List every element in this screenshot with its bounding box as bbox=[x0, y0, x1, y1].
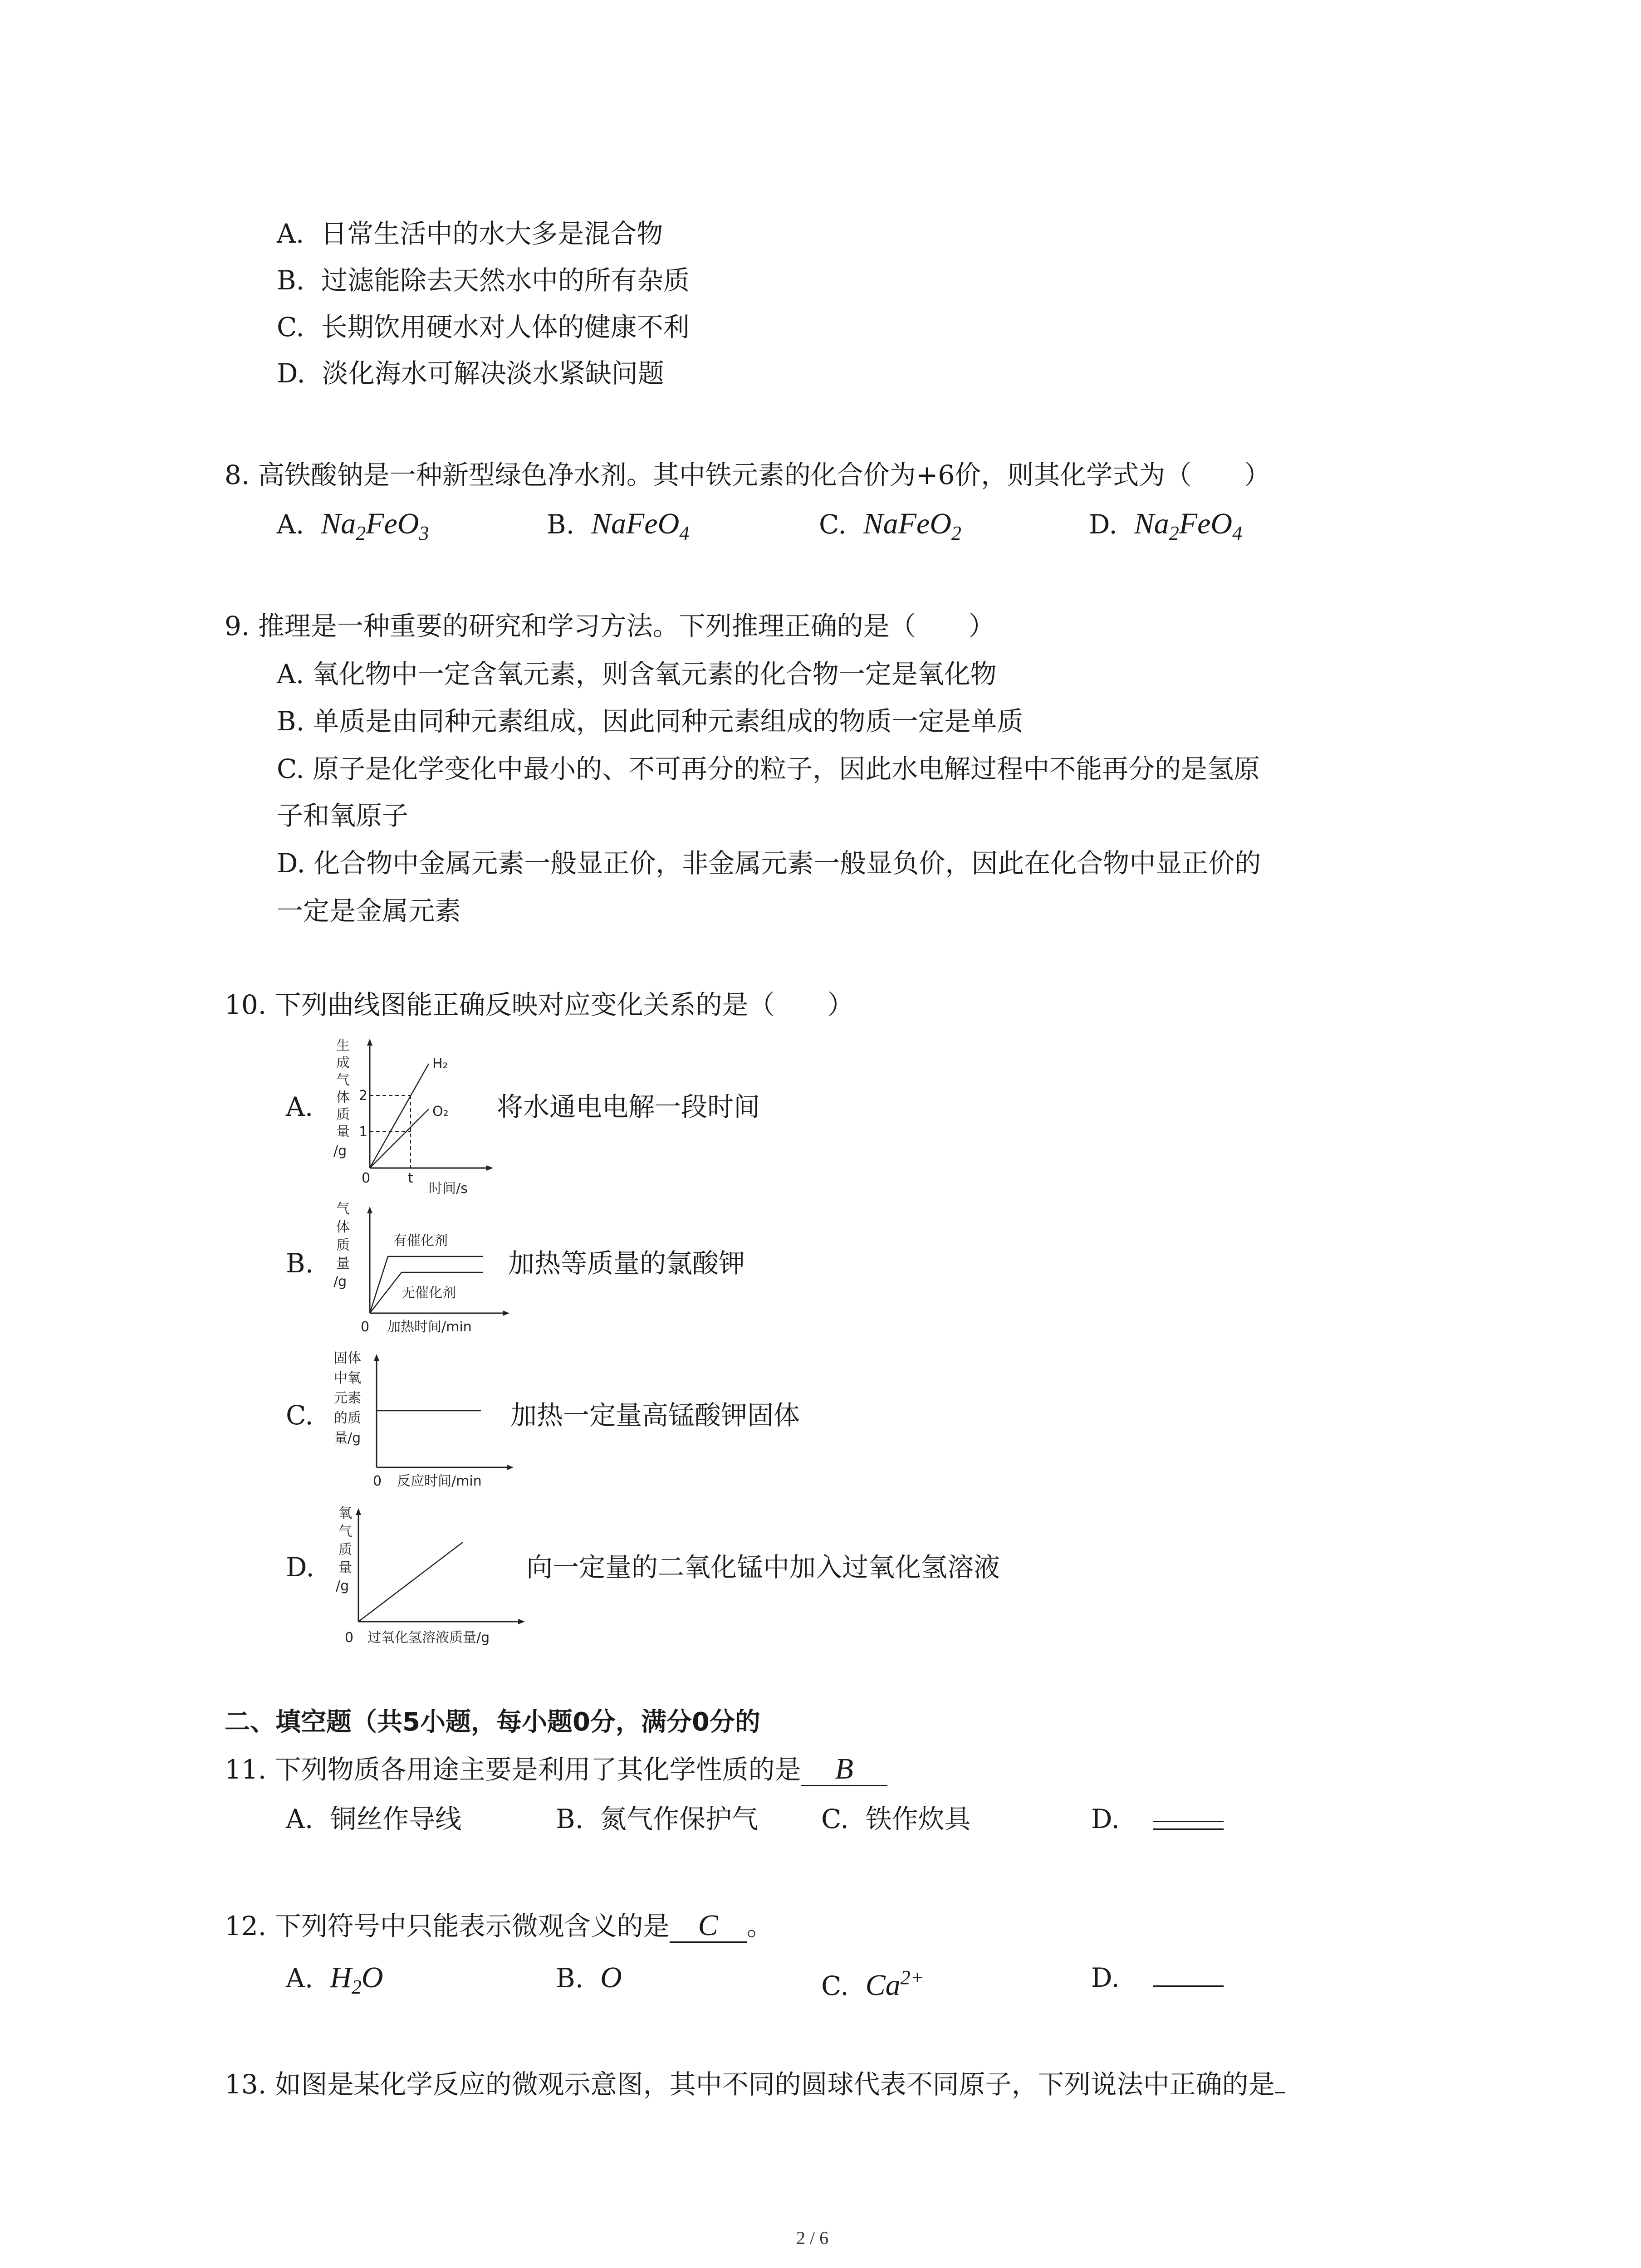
option-letter: B. bbox=[547, 509, 575, 540]
q12-option-a bbox=[286, 1962, 383, 2003]
option-text: 铜丝作导线 bbox=[330, 1804, 462, 1834]
option-text: 过滤能除去天然水中的所有杂质 bbox=[321, 265, 690, 296]
q10-option-d-letter: D. bbox=[286, 1552, 314, 1583]
x-axis-label: 加热时间/min bbox=[387, 1319, 472, 1335]
svg-text:气: 气 bbox=[338, 1524, 352, 1540]
tick-label: 2 bbox=[359, 1088, 368, 1104]
q9-line: A. 氧化物中一定含氧元素，则含氧元素的化合物一定是氧化物 bbox=[277, 659, 997, 689]
svg-text:的质: 的质 bbox=[334, 1410, 361, 1426]
svg-text:/g: /g bbox=[333, 1274, 347, 1290]
q10-stem: 10. 下列曲线图能正确反映对应变化关系的是（ ） bbox=[225, 989, 854, 1020]
q10-chart-c bbox=[331, 1347, 522, 1497]
option-text: 铁作炊具 bbox=[865, 1804, 971, 1834]
x-axis-label: 反应时间/min bbox=[397, 1473, 482, 1489]
option-letter: C. bbox=[821, 1804, 849, 1834]
svg-text:/g: /g bbox=[336, 1578, 349, 1594]
q10-option-a-letter: A. bbox=[286, 1091, 314, 1122]
q10-option-b-desc: 加热等质量的氯酸钾 bbox=[508, 1248, 745, 1279]
origin-label: 0 bbox=[362, 1170, 371, 1186]
option-letter: A. bbox=[277, 509, 304, 540]
svg-text:成: 成 bbox=[336, 1055, 350, 1071]
svg-text:生: 生 bbox=[336, 1038, 350, 1054]
y-axis-label bbox=[336, 1505, 352, 1594]
q10-chart-d bbox=[331, 1501, 544, 1651]
svg-text:质: 质 bbox=[338, 1542, 352, 1558]
q10-option-d-desc: 向一定量的二氧化锰中加入过氧化氢溶液 bbox=[526, 1552, 1000, 1583]
option-text: 氮气作保护气 bbox=[600, 1804, 758, 1834]
q8-option-b bbox=[547, 508, 689, 549]
formula: $Ca^{2+}$ bbox=[865, 1966, 924, 2002]
option-letter: A. bbox=[286, 1804, 314, 1834]
option-letter: B. bbox=[556, 1963, 584, 1994]
q12-stem-text: 12. 下列符号中只能表示微观含义的是 bbox=[225, 1911, 670, 1941]
tick-label: t bbox=[408, 1170, 413, 1186]
q11-stem-text: 11. 下列物质各用途主要是利用了其化学性质的是 bbox=[225, 1754, 801, 1785]
option-text: 长期饮用硬水对人体的健康不利 bbox=[321, 312, 690, 342]
q10-chart-a bbox=[333, 1036, 497, 1200]
series-label: 无催化剂 bbox=[402, 1285, 456, 1301]
svg-text:量: 量 bbox=[336, 1256, 350, 1271]
option-letter: B. bbox=[277, 265, 305, 296]
q9-line: 一定是金属元素 bbox=[277, 895, 461, 926]
x-axis-label: 时间/s bbox=[429, 1181, 468, 1197]
q11-option-d-blank bbox=[1153, 1821, 1224, 1830]
svg-text:体: 体 bbox=[336, 1090, 350, 1105]
svg-text:中氧: 中氧 bbox=[334, 1370, 361, 1386]
option-letter: C. bbox=[819, 509, 847, 540]
q10-option-a-desc: 将水通电电解一段时间 bbox=[497, 1091, 760, 1122]
q13-stem-text: 13. 如图是某化学反应的微观示意图，其中不同的圆球代表不同原子，下列说法中正确的是 bbox=[225, 2069, 1275, 2100]
section-heading: 二、填空题（共5小题，每小题0分，满分0分的 bbox=[225, 1707, 760, 1737]
q12-option-d-blank bbox=[1153, 1985, 1224, 1987]
option-letter: A. bbox=[286, 1963, 314, 1994]
q7-option-c bbox=[277, 311, 690, 343]
formula: $H_2O$ bbox=[330, 1961, 383, 1998]
q12-option-b bbox=[556, 1962, 622, 1994]
q9-line: D. 化合物中金属元素一般显正价，非金属元素一般显负价，因此在化合物中显正价的 bbox=[277, 848, 1261, 879]
svg-text:量: 量 bbox=[336, 1124, 350, 1140]
q13-stem bbox=[225, 2068, 1285, 2100]
q12-option-d bbox=[1091, 1962, 1224, 1994]
svg-text:量/g: 量/g bbox=[334, 1430, 361, 1446]
q8-option-c bbox=[819, 508, 961, 549]
series-label: H₂ bbox=[432, 1056, 448, 1072]
formula: NaFeO$_2$ bbox=[863, 507, 961, 544]
q7-option-d bbox=[277, 357, 664, 389]
q12-answer-blank: C bbox=[670, 1910, 747, 1943]
q12-option-c bbox=[821, 1962, 924, 2002]
option-letter: C. bbox=[821, 1970, 849, 2001]
svg-text:质: 质 bbox=[336, 1237, 350, 1253]
q7-option-b bbox=[277, 264, 690, 296]
formula: NaFeO$_4$ bbox=[591, 507, 690, 544]
q11-answer-blank: B bbox=[801, 1753, 887, 1786]
q8-option-d bbox=[1089, 508, 1242, 549]
q8-stem: 8. 高铁酸钠是一种新型绿色净水剂。其中铁元素的化合价为+6价，则其化学式为（ ） bbox=[225, 459, 1271, 490]
y-axis-label bbox=[333, 1038, 350, 1159]
svg-text:体: 体 bbox=[336, 1219, 350, 1235]
y-axis-label bbox=[334, 1350, 361, 1446]
svg-text:量: 量 bbox=[338, 1560, 352, 1576]
option-letter: D. bbox=[1089, 509, 1117, 540]
option-letter: D. bbox=[1091, 1804, 1120, 1834]
series-label: 有催化剂 bbox=[393, 1233, 448, 1249]
svg-text:质: 质 bbox=[336, 1107, 350, 1123]
q10-option-c-letter: C. bbox=[286, 1400, 314, 1431]
q10-chart-b bbox=[333, 1200, 515, 1340]
line-oxygen bbox=[358, 1542, 463, 1622]
formula: O bbox=[600, 1961, 622, 1994]
tick-label: 1 bbox=[359, 1124, 368, 1140]
q9-line: C. 原子是化学变化中最小的、不可再分的粒子，因此水电解过程中不能再分的是氢原 bbox=[277, 753, 1260, 784]
q12-stem bbox=[225, 1910, 773, 1943]
y-axis-label bbox=[333, 1201, 350, 1290]
option-letter: D. bbox=[1091, 1962, 1120, 1993]
option-letter: B. bbox=[556, 1804, 584, 1834]
line-h2 bbox=[370, 1064, 429, 1168]
svg-text:元素: 元素 bbox=[334, 1390, 361, 1406]
line-o2 bbox=[370, 1109, 429, 1168]
series-label: O₂ bbox=[432, 1104, 449, 1119]
origin-label: 0 bbox=[361, 1319, 370, 1335]
svg-text:氧: 氧 bbox=[338, 1505, 352, 1521]
page-number: 2 / 6 bbox=[796, 2228, 829, 2248]
option-letter: D. bbox=[277, 358, 305, 389]
q10-option-b-letter: B. bbox=[286, 1248, 314, 1279]
q9-stem: 9. 推理是一种重要的研究和学习方法。下列推理正确的是（ ） bbox=[225, 611, 995, 641]
option-letter: A. bbox=[277, 218, 304, 249]
q9-line: 子和氧原子 bbox=[277, 800, 409, 831]
q11-stem bbox=[225, 1753, 887, 1786]
formula: $Na_2FeO_4$ bbox=[1134, 507, 1243, 544]
q8-option-a bbox=[277, 508, 429, 549]
q11-option-c bbox=[821, 1803, 971, 1835]
option-letter: C. bbox=[277, 312, 304, 342]
option-text: 淡化海水可解决淡水紧缺问题 bbox=[322, 358, 664, 389]
svg-text:/g: /g bbox=[333, 1143, 347, 1159]
x-axis-label: 过氧化氢溶液质量/g bbox=[367, 1630, 490, 1646]
q9-line: B. 单质是由同种元素组成，因此同种元素组成的物质一定是单质 bbox=[277, 706, 1024, 737]
q13-answer-blank bbox=[1275, 2092, 1285, 2093]
q11-option-b bbox=[556, 1803, 758, 1835]
svg-text:气: 气 bbox=[336, 1201, 350, 1217]
q7-option-a bbox=[277, 218, 663, 249]
q12-period: 。 bbox=[746, 1911, 773, 1941]
formula: $Na_2FeO_3$ bbox=[321, 507, 429, 544]
origin-label: 0 bbox=[345, 1630, 354, 1646]
q11-option-d bbox=[1091, 1803, 1224, 1835]
q11-option-a bbox=[286, 1803, 461, 1835]
option-text: 日常生活中的水大多是混合物 bbox=[321, 218, 663, 249]
q10-option-c-desc: 加热一定量高锰酸钾固体 bbox=[510, 1400, 800, 1431]
svg-text:固体: 固体 bbox=[334, 1350, 361, 1366]
svg-text:气: 气 bbox=[336, 1072, 350, 1088]
origin-label: 0 bbox=[373, 1473, 382, 1489]
